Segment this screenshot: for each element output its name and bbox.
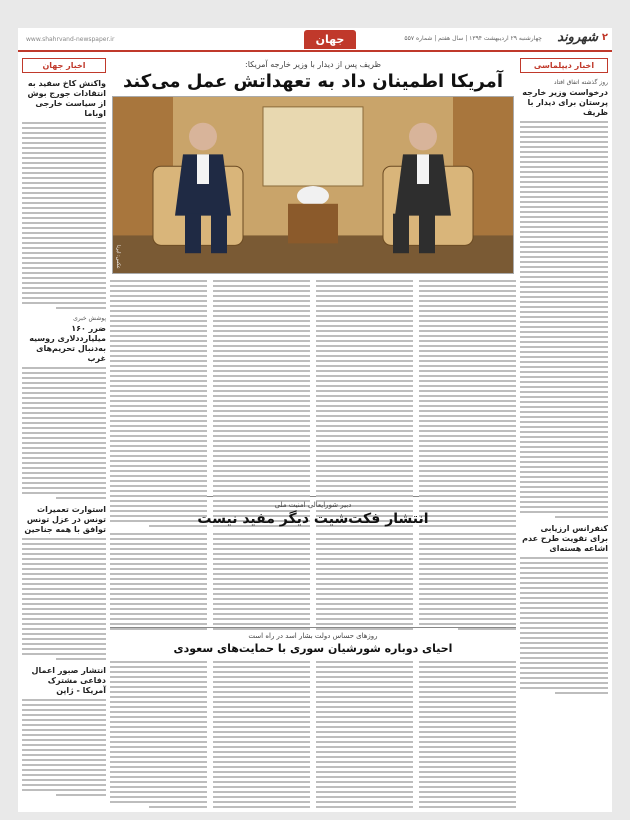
text-column xyxy=(316,280,413,486)
diplomacy-news-column xyxy=(520,58,608,808)
second-article-body xyxy=(110,533,516,623)
site-url: www.shahrvand-newspaper.ir xyxy=(26,36,115,43)
column-heading: اخبار جهان xyxy=(22,58,106,73)
third-article-body xyxy=(110,661,516,791)
text-column xyxy=(110,661,207,785)
text-column xyxy=(110,533,207,617)
story-body xyxy=(22,122,106,309)
story-headline: استوارت تعمیرات تونس در عزل تونس توافق با همه جناحین xyxy=(24,505,106,534)
text-column xyxy=(213,661,310,785)
story-headline: کنفرانس ارزیابی برای تقویت طرح عدم اشاعه هسته‌ای xyxy=(522,524,608,553)
story-body xyxy=(22,538,106,660)
world-news-column xyxy=(22,58,106,808)
story-body xyxy=(520,121,608,518)
lead-headline: آمریکا اطمینان داد به تعهداتش عمل می‌کند xyxy=(123,71,503,92)
page-number: ۲ xyxy=(601,32,608,43)
text-column xyxy=(213,280,310,486)
section-tab: جهان xyxy=(304,30,356,49)
column-heading: اخبار دیپلماسی xyxy=(520,58,608,73)
story-kicker: روز گذشته اتفاق افتاد xyxy=(553,79,608,86)
text-column xyxy=(419,280,516,486)
lead-article-body xyxy=(110,280,516,492)
photo-credit: عکس: ایرنا xyxy=(115,245,121,269)
main-content xyxy=(110,58,516,808)
paper-name: شهروند xyxy=(557,30,598,45)
page-header xyxy=(18,28,612,52)
text-column xyxy=(110,280,207,486)
third-kicker: روزهای حساس دولت بشار اسد در راه است xyxy=(248,632,378,640)
text-column xyxy=(419,661,516,785)
second-headline: انتشار فکت‌شیت دیگر مفید نیست xyxy=(197,511,429,527)
text-column xyxy=(213,533,310,617)
story-headline: ضرر ۱۶۰ میلیارددلاری روسیه به‌دنبال تحریم‌های غرب xyxy=(29,324,106,363)
text-column xyxy=(316,661,413,785)
meeting-photo-illustration xyxy=(113,97,513,273)
lead-kicker: ظریف پس از دیدار با وزیر خارجه آمریکا: xyxy=(245,60,381,69)
text-column xyxy=(316,533,413,617)
story-headline: درخواست وزیر خارجه پرستان برای دیدار با ظریف xyxy=(522,88,608,117)
story-kicker: پوشش خبری xyxy=(73,315,106,322)
story-headline: انتشار صبور اعمال دفاعی مشترک آمریکا - ژاپن xyxy=(31,666,106,695)
second-kicker: دبیر شورایعالی امنیت ملی xyxy=(274,501,352,509)
lead-photo xyxy=(112,96,514,274)
issue-date: چهارشنبه ۲۹ اردیبهشت ۱۳۹۴ | سال هفتم | شماره ۵۵۷ xyxy=(404,35,542,42)
story-body xyxy=(22,699,106,796)
story-body xyxy=(22,367,106,499)
text-column xyxy=(419,533,516,617)
story-headline: واکنش کاخ سفید به انتقادات جورج بوش از سیاست خارجی اوباما xyxy=(27,79,106,118)
third-headline: احیای دوباره شورشیان سوری با حمایت‌های سعودی xyxy=(173,642,453,655)
story-body xyxy=(520,557,608,694)
newspaper-page xyxy=(18,28,612,812)
